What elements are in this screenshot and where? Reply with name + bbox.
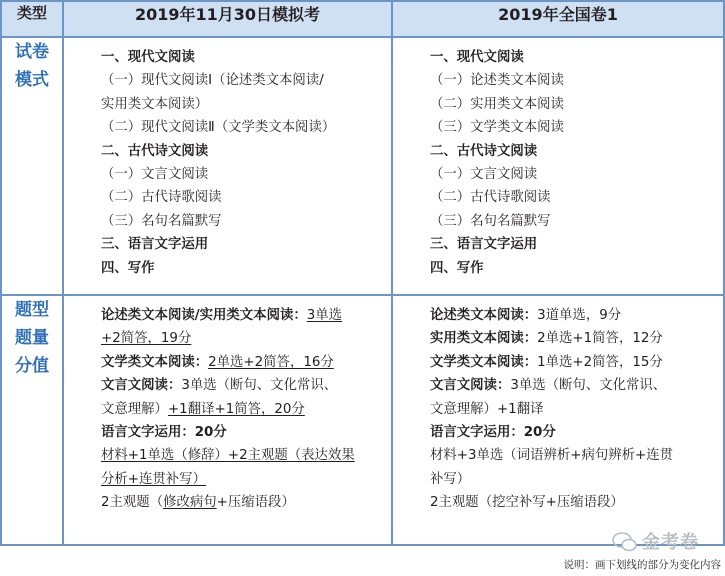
detail-line <box>101 444 391 467</box>
detail-line <box>430 351 723 374</box>
outline-line: 四、写作 <box>430 260 484 276</box>
detail-text: 语言文字运用：20分 <box>430 425 556 441</box>
changed-text: 修改病句 <box>163 495 217 511</box>
changed-text: 2单选+2简答，16分 <box>208 354 334 370</box>
outline-line: 二、古代诗文阅读 <box>101 143 209 159</box>
detail-line <box>101 351 391 374</box>
detail-line <box>101 304 391 327</box>
outline-line: （二）古代诗歌阅读 <box>430 190 551 206</box>
cell-mock-mode <box>63 37 392 295</box>
detail-line <box>101 327 391 350</box>
row-label-line: 分值 <box>15 356 49 376</box>
detail-text: 实用类文本阅读： <box>430 331 538 347</box>
detail-text: 补写） <box>430 471 471 487</box>
row-label-line: 题型 <box>15 300 49 320</box>
outline-line: 实用类文本阅读） <box>101 96 209 112</box>
detail-text: 2主观题（ <box>101 495 164 511</box>
detail-line <box>101 491 391 514</box>
detail-text: 文言文阅读： <box>430 378 511 394</box>
detail-text: 1单选+2简答，15分 <box>537 354 663 370</box>
detail-text: +压缩语段） <box>216 495 295 511</box>
header-mock-exam: 2019年11月30日模拟考 <box>63 1 392 37</box>
outline-line: （一）现代文阅读Ⅰ（论述类文本阅读/ <box>101 73 324 89</box>
national-types-list <box>393 296 723 515</box>
detail-text: 材料+3单选（词语辨析+病句辨析+连贯 <box>430 448 674 464</box>
outline-line: （一）文言文阅读 <box>101 167 209 183</box>
row-label-question-types <box>1 295 63 545</box>
detail-text: 文学类文本阅读： <box>101 354 209 370</box>
detail-text: 2主观题（挖空补写+压缩语段） <box>430 495 624 511</box>
detail-text: 文言文阅读： <box>101 378 182 394</box>
outline-line: （二）实用类文本阅读 <box>430 96 564 112</box>
detail-line <box>101 398 391 421</box>
detail-line <box>101 374 391 397</box>
detail-line <box>430 327 723 350</box>
cell-mock-types <box>63 295 392 545</box>
cell-national-types <box>392 295 724 545</box>
outline-line: （一）文言文阅读 <box>430 167 538 183</box>
detail-text: 3单选（断句、文化常识、 <box>181 378 338 394</box>
detail-line <box>430 421 723 444</box>
detail-text: 论述类文本阅读/实用类文本阅读： <box>101 308 307 323</box>
outline-line: （三）文学类文本阅读 <box>430 120 564 136</box>
detail-text: 文学类文本阅读： <box>430 354 538 370</box>
row-label-paper-mode <box>1 37 63 295</box>
changed-text: 3单选 <box>306 308 343 323</box>
detail-line <box>430 444 723 467</box>
changed-text: +1翻译+1简答，20分 <box>167 401 305 417</box>
wechat-logo-icon <box>612 532 638 552</box>
detail-text: 3道单选，9分 <box>537 308 622 323</box>
outline-line: （三）名句名篇默写 <box>101 213 222 229</box>
detail-text: 3单选（断句、文化常识、 <box>510 378 667 394</box>
header-national-paper: 2019年全国卷1 <box>392 1 724 37</box>
detail-line <box>430 304 723 327</box>
cell-national-mode <box>392 37 724 295</box>
detail-text: 论述类文本阅读： <box>430 308 538 323</box>
row-question-types <box>1 295 724 545</box>
watermark-text: 金考卷 <box>642 532 699 553</box>
detail-line <box>430 374 723 397</box>
mock-types-list <box>64 296 391 515</box>
detail-line <box>101 468 391 491</box>
detail-line <box>430 468 723 491</box>
detail-line <box>430 491 723 514</box>
row-label-line: 模式 <box>15 70 49 90</box>
outline-line: 一、现代文阅读 <box>430 50 524 65</box>
outline-line: （三）名句名篇默写 <box>430 213 551 229</box>
changed-text: 材料+1单选（修辞）+2主观题（表达效果 <box>101 448 355 464</box>
detail-text: 文意理解）+1翻译 <box>430 401 544 417</box>
detail-text: 文意理解） <box>101 401 168 417</box>
changed-text: 分析+连贯补写） <box>101 471 206 487</box>
national-mode-list <box>393 38 723 280</box>
detail-line <box>101 421 391 444</box>
mock-mode-list <box>64 38 391 280</box>
detail-text: 语言文字运用：20分 <box>101 425 227 441</box>
footnote: 说明：画下划线的部分为变化内容 <box>563 559 721 571</box>
detail-text: 2单选+1简答，12分 <box>537 331 663 347</box>
outline-line: （一）论述类文本阅读 <box>430 73 564 89</box>
row-label-line: 题量 <box>15 328 49 348</box>
outline-line: 四、写作 <box>101 260 155 276</box>
header-type: 类型 <box>1 1 63 37</box>
row-label-line: 试卷 <box>15 42 49 62</box>
detail-line <box>430 398 723 421</box>
row-paper-mode <box>1 37 724 295</box>
outline-line: 一、现代文阅读 <box>101 50 195 65</box>
outline-line: （二）古代诗歌阅读 <box>101 190 222 206</box>
header-row <box>1 1 724 37</box>
outline-line: 三、语言文字运用 <box>101 237 209 253</box>
outline-line: 三、语言文字运用 <box>430 237 538 253</box>
outline-line: （二）现代文阅读Ⅱ（文学类文本阅读） <box>101 120 336 136</box>
outline-line: 二、古代诗文阅读 <box>430 143 538 159</box>
changed-text: +2简答，19分 <box>101 331 192 347</box>
